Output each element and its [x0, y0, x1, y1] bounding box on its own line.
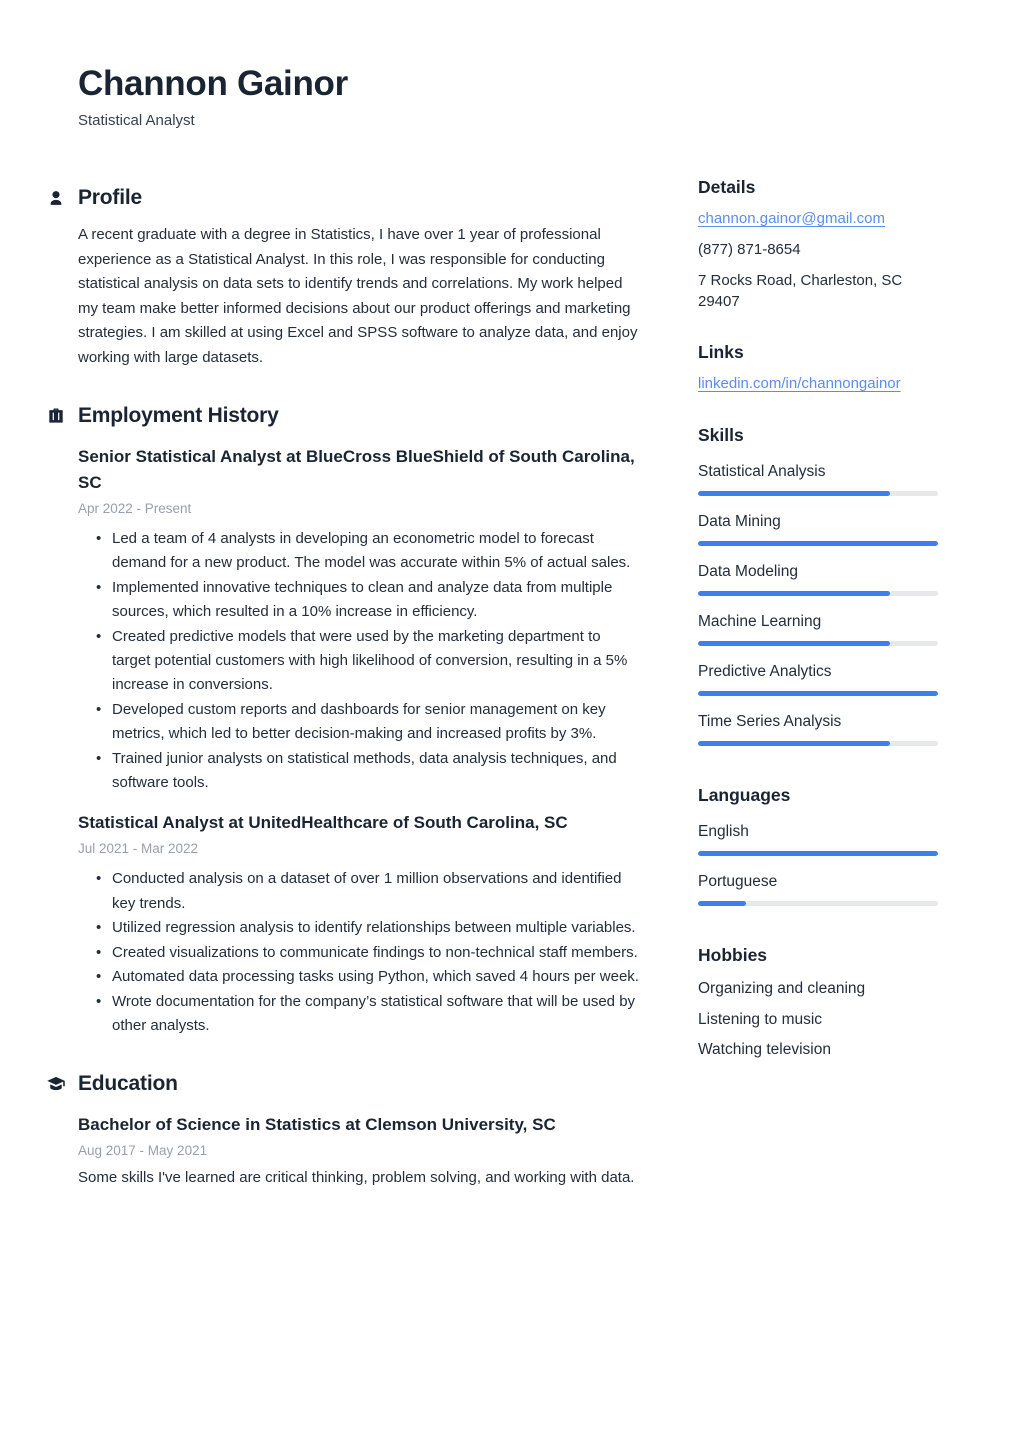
education-heading: [78, 1071, 640, 1097]
links-heading: Links: [698, 342, 744, 362]
profile-text: A recent graduate with a degree in Statistics, I have over 1 year of professional experience as a Statistical Analyst. In this role, I was responsible for conducting statistical analysis on data sets to identify trends and correlations. My work helped my team make better informed decisions about our product offerings and marketing strategies. I am skilled at using Excel and SPSS software to analyze data, and enjoy working with large datasets.: [78, 226, 638, 366]
hobby-item: Listening to music: [698, 1010, 823, 1028]
skills-list: [698, 461, 938, 746]
profile-heading-label: Profile: [78, 186, 142, 209]
job-bullet-list: [96, 527, 640, 795]
hobbies-section: [698, 944, 938, 1066]
profile-heading: [78, 185, 640, 211]
skill-item: [698, 511, 938, 546]
details-heading: Details: [698, 177, 756, 197]
education-degree: Bachelor of Science in Statistics at Clemson University, SC: [78, 1115, 556, 1135]
hobbies-heading: Hobbies: [698, 945, 768, 965]
job-bullet: • Led a team of 4 analysts in developing an econometric model to forecast demand for a new product. The model was accurate within 5% of actual sales.: [96, 527, 640, 576]
education-section: [78, 1071, 640, 1191]
email-line: [698, 208, 938, 229]
skill-bar-track: [698, 541, 938, 546]
languages-list: [698, 821, 938, 906]
skill-bar-fill: [698, 641, 890, 646]
job-title: Statistical Analyst at UnitedHealthcare of South Carolina, SC: [78, 813, 568, 833]
phone-line: (877) 871-8654: [698, 241, 801, 258]
skill-item: [698, 661, 938, 696]
hobbies-list: [698, 974, 938, 1066]
job-bullet: • Utilized regression analysis to identify relationships between multiple variables.: [96, 916, 640, 940]
job-title: Senior Statistical Analyst at BlueCross BlueShield of South Carolina, SC: [78, 447, 635, 492]
education-description: Some skills I've learned are critical thinking, problem solving, and working with data.: [78, 1169, 635, 1187]
skill-bar-fill: [698, 741, 890, 746]
job-bullet: • Conducted analysis on a dataset of over 1 million observations and identified key trends.: [96, 867, 640, 916]
job-dates: Apr 2022 - Present: [78, 501, 192, 516]
details-section: [698, 176, 938, 312]
profile-section: [78, 185, 640, 370]
skill-bar-fill: [698, 691, 938, 696]
email-link[interactable]: channon.gainor@gmail.com: [698, 210, 885, 227]
job-bullet: • Created visualizations to communicate findings to non-technical staff members.: [96, 941, 640, 965]
language-item: [698, 821, 938, 856]
languages-heading: Languages: [698, 785, 791, 805]
candidate-title: Statistical Analyst: [78, 112, 195, 129]
briefcase-icon: [46, 406, 66, 426]
skill-name: Predictive Analytics: [698, 663, 832, 680]
language-item: [698, 871, 938, 906]
job-bullet-list: [96, 867, 640, 1038]
skill-item: [698, 561, 938, 596]
person-icon: [46, 188, 66, 208]
job-bullet: • Automated data processing tasks using Python, which saved 4 hours per week.: [96, 965, 640, 989]
skill-bar-fill: [698, 541, 938, 546]
main-column: [78, 64, 640, 1191]
linkedin-link[interactable]: linkedin.com/in/channongainor: [698, 375, 901, 392]
employment-heading-label: Employment History: [78, 404, 279, 427]
job-entry: [78, 444, 640, 795]
skill-bar-track: [698, 491, 938, 496]
job-bullet: • Trained junior analysts on statistical methods, data analysis techniques, and software tools.: [96, 747, 640, 796]
skill-bar-track: [698, 691, 938, 696]
hobby-item: Watching television: [698, 1041, 831, 1058]
job-bullet: • Implemented innovative techniques to clean and analyze data from multiple sources, which resulted in a 10% increase in efficiency.: [96, 576, 640, 625]
languages-section: [698, 784, 938, 906]
language-bar-fill: [698, 901, 746, 906]
skills-section: [698, 424, 938, 746]
skills-heading: Skills: [698, 425, 744, 445]
links-section: [698, 341, 938, 394]
skill-item: [698, 461, 938, 496]
skill-item: [698, 711, 938, 746]
employment-section: [78, 403, 640, 1038]
language-name: Portuguese: [698, 873, 778, 890]
skill-bar-track: [698, 741, 938, 746]
language-name: English: [698, 823, 749, 840]
job-bullet: • Wrote documentation for the company’s statistical software that will be used by other analysts.: [96, 990, 640, 1039]
hobby-item: Organizing and cleaning: [698, 980, 866, 997]
sidebar: [698, 64, 938, 1191]
job-entry: [78, 810, 640, 1038]
job-bullet: • Developed custom reports and dashboards for senior management on key metrics, which led to better decision-making and increased profits by 3%.: [96, 698, 640, 747]
skill-item: [698, 611, 938, 646]
skill-name: Data Modeling: [698, 563, 798, 580]
language-bar-track: [698, 851, 938, 856]
education-dates: Aug 2017 - May 2021: [78, 1143, 208, 1159]
skill-name: Statistical Analysis: [698, 463, 826, 480]
skill-name: Time Series Analysis: [698, 713, 842, 730]
education-heading-label: Education: [78, 1072, 178, 1096]
graduation-cap-icon: [46, 1074, 66, 1094]
language-bar-fill: [698, 851, 938, 856]
candidate-name: Channon Gainor: [78, 64, 348, 103]
language-bar-track: [698, 901, 938, 906]
skill-name: Machine Learning: [698, 613, 822, 630]
skill-bar-fill: [698, 491, 890, 496]
skill-bar-fill: [698, 591, 890, 596]
skill-name: Data Mining: [698, 513, 781, 530]
address-line: 7 Rocks Road, Charleston, SC 29407: [698, 272, 903, 310]
job-list: [78, 444, 640, 1038]
employment-heading: [78, 403, 640, 429]
linkedin-line: [698, 373, 938, 394]
skill-bar-track: [698, 591, 938, 596]
skill-bar-track: [698, 641, 938, 646]
job-dates: Jul 2021 - Mar 2022: [78, 841, 199, 857]
job-bullet: • Created predictive models that were used by the marketing department to target potential customers with high likelihood of conversion, resulting in a 5% increase in conversions.: [96, 625, 640, 698]
